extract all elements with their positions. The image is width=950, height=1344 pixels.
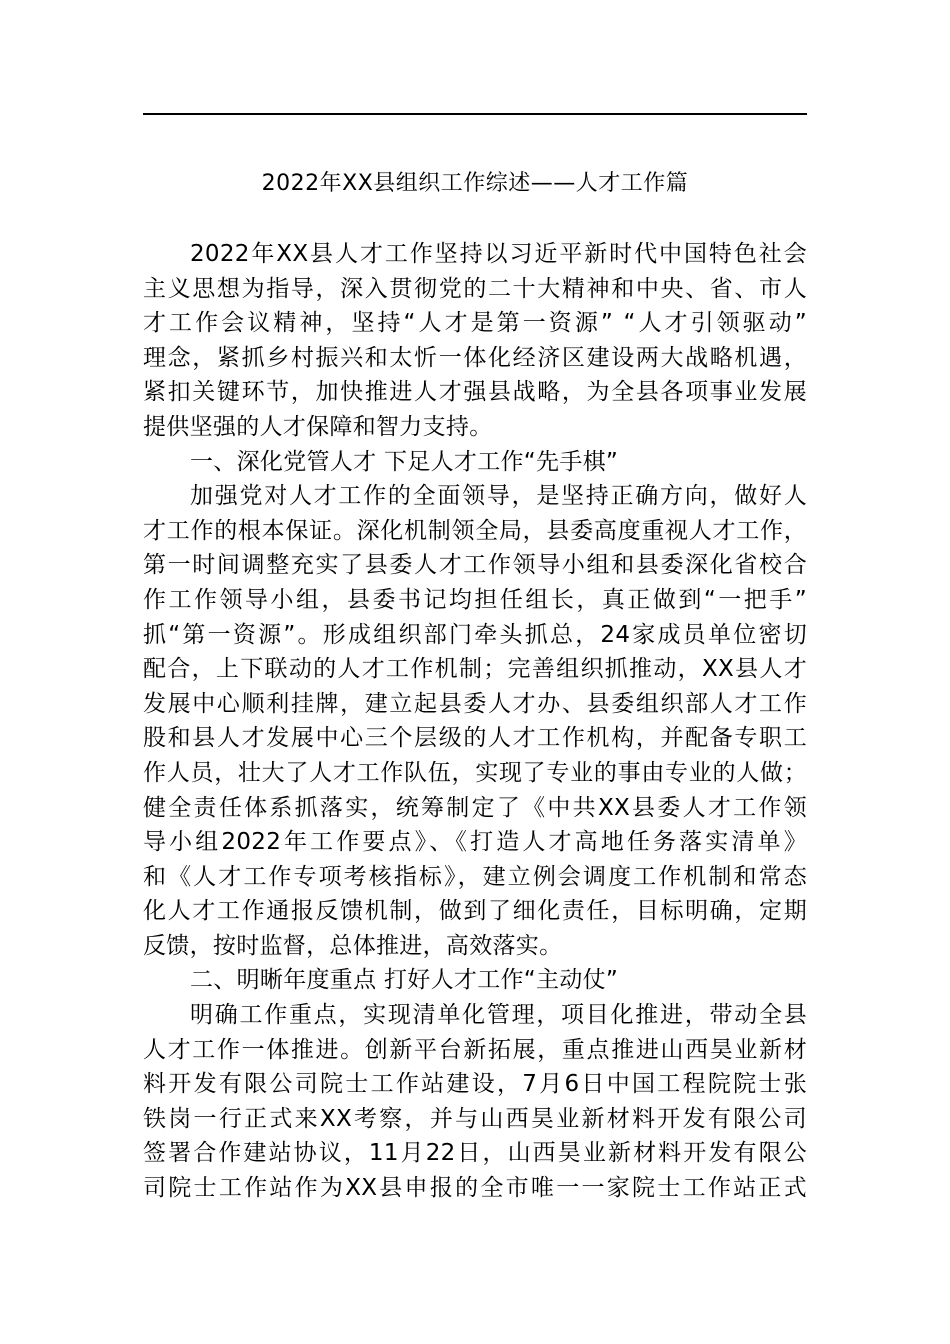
paragraph-line: 人才工作一体推进。创新平台新拓展，重点推进山西昊业新材: [143, 1036, 807, 1063]
paragraph-line: 和《人才工作专项考核指标》，建立例会调度工作机制和常态: [143, 863, 807, 890]
section-heading: 二、明晰年度重点 打好人才工作“主动仗”: [190, 967, 619, 994]
paragraph-line: 配合，上下联动的人才工作机制；完善组织抓推动，XX县人才: [143, 656, 807, 683]
paragraph-line: 理念，紧抓乡村振兴和太忻一体化经济区建设两大战略机遇，: [143, 344, 807, 371]
section-heading: 一、深化党管人才 下足人才工作“先手棋”: [190, 448, 619, 475]
paragraph-line: 第一时间调整充实了县委人才工作领导小组和县委深化省校合: [143, 552, 807, 579]
paragraph-line: 作人员，壮大了人才工作队伍，实现了专业的事由专业的人做；: [143, 759, 807, 786]
paragraph-line: 导小组2022年工作要点》、《打造人才高地任务落实清单》: [143, 829, 807, 856]
paragraph-line: 料开发有限公司院士工作站建设，7月6日中国工程院院士张: [143, 1071, 807, 1098]
paragraph-line: 发展中心顺利挂牌，建立起县委人才办、县委组织部人才工作: [143, 690, 807, 717]
paragraph-line: 铁岗一行正式来XX考察，并与山西昊业新材料开发有限公司: [143, 1105, 807, 1132]
paragraph-line: 才工作会议精神，坚持“人才是第一资源” “人才引领驱动”: [143, 310, 807, 337]
paragraph-line: 签署合作建站协议，11月22日，山西昊业新材料开发有限公: [143, 1140, 807, 1167]
paragraph-line: 反馈，按时监督，总体推进，高效落实。: [143, 932, 563, 959]
paragraph-line: 健全责任体系抓落实，统筹制定了《中共XX县委人才工作领: [143, 794, 807, 821]
paragraph-line: 主义思想为指导，深入贯彻党的二十大精神和中央、省、市人: [143, 275, 807, 302]
paragraph-line: 加强党对人才工作的全面领导，是坚持正确方向，做好人: [190, 483, 807, 510]
paragraph-line: 提供坚强的人才保障和智力支持。: [143, 413, 493, 440]
paragraph-line: 紧扣关键环节，加快推进人才强县战略，为全县各项事业发展: [143, 379, 807, 406]
paragraph-line: 化人才工作通报反馈机制，做到了细化责任，目标明确，定期: [143, 898, 807, 925]
header-rule: [143, 113, 807, 115]
document-body: [143, 237, 807, 1206]
document-title: 2022年XX县组织工作综述——人才工作篇: [261, 171, 689, 196]
paragraph-line: 抓“第一资源”。形成组织部门牵头抓总，24家成员单位密切: [143, 621, 807, 648]
paragraph-line: 股和县人才发展中心三个层级的人才工作机构，并配备专职工: [143, 725, 807, 752]
paragraph-line: 司院士工作站作为XX县申报的全市唯一一家院士工作站正式: [143, 1175, 807, 1202]
paragraph-line: 作工作领导小组，县委书记均担任组长，真正做到“一把手”: [143, 586, 807, 613]
paragraph-line: 明确工作重点，实现清单化管理，项目化推进，带动全县: [190, 1002, 807, 1029]
paragraph-line: 才工作的根本保证。深化机制领全局，县委高度重视人才工作，: [143, 517, 807, 544]
paragraph-line: 2022年XX县人才工作坚持以习近平新时代中国特色社会: [190, 241, 807, 267]
